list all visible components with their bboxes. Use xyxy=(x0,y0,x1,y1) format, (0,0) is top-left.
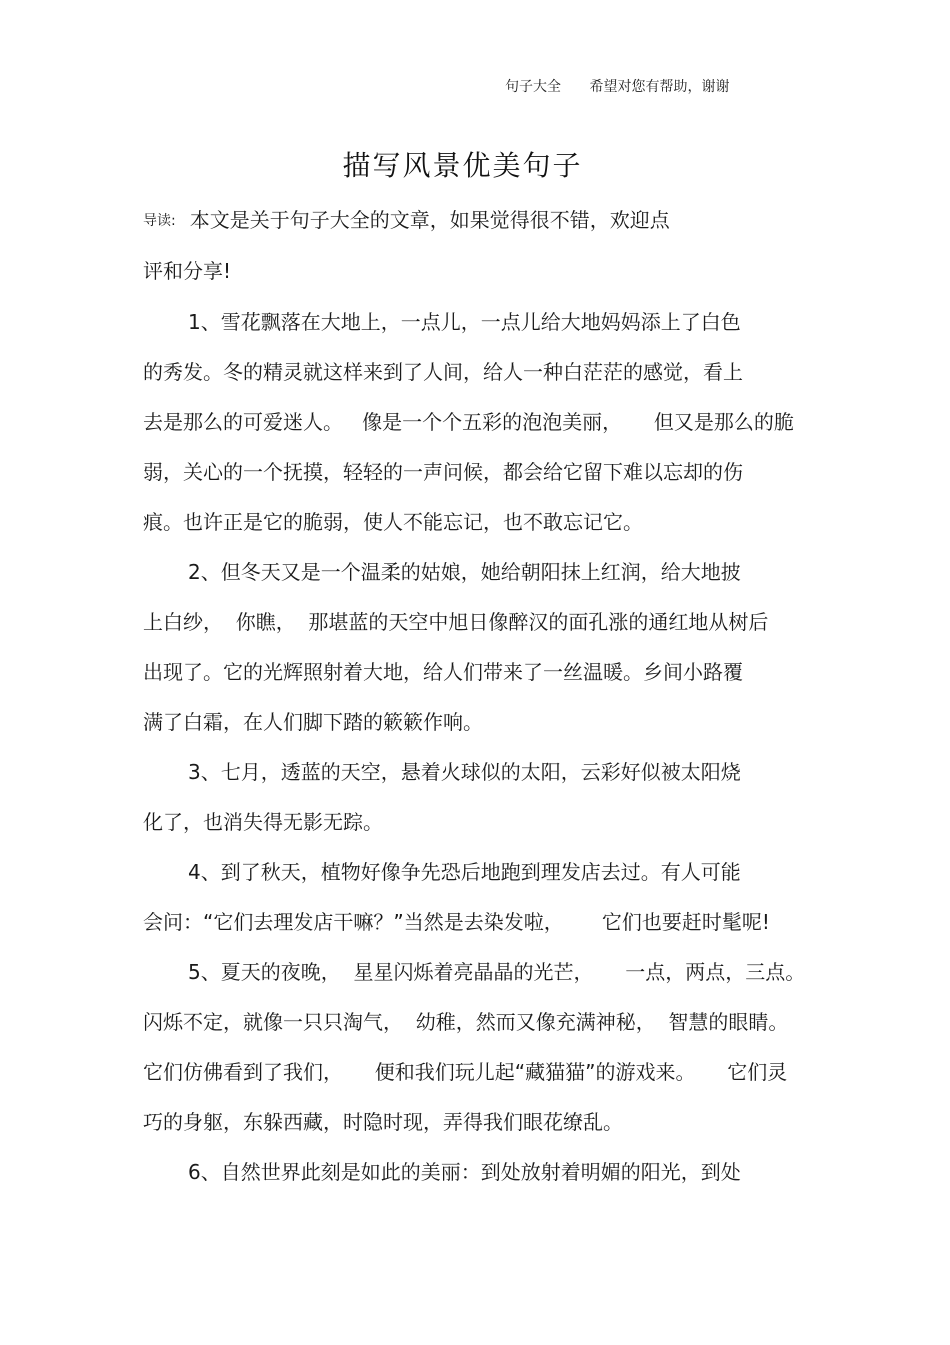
intro-line-2: 评和分享! xyxy=(143,259,232,283)
page-header xyxy=(505,76,729,96)
paragraph-line: 满了白霜，在人们脚下踏的簌簌作响。 xyxy=(143,710,483,734)
paragraph-line: 去是那么的可爱迷人。 像是一个个五彩的泡泡美丽， 但又是那么的脆 xyxy=(143,410,794,434)
intro-line-1 xyxy=(143,204,670,233)
paragraph-line: 4、到了秋天，植物好像争先恐后地跑到理发店去过。有人可能 xyxy=(188,860,741,884)
page-title: 描写风景优美句子 xyxy=(342,149,583,182)
paragraph-line: 弱，关心的一个抚摸，轻轻的一声问候，都会给它留下难以忘却的伤 xyxy=(143,460,743,484)
paragraph-line: 1、雪花飘落在大地上，一点儿，一点儿给大地妈妈添上了白色 xyxy=(188,310,741,334)
paragraph-line: 2、但冬天又是一个温柔的姑娘，她给朝阳抹上红润，给大地披 xyxy=(188,560,741,584)
paragraph-line: 6、自然世界此刻是如此的美丽：到处放射着明媚的阳光，到处 xyxy=(188,1160,741,1184)
intro-label: 导读: xyxy=(143,213,176,229)
paragraph-line: 痕。也许正是它的脆弱，使人不能忘记，也不敢忘记它。 xyxy=(143,510,643,534)
paragraph-line: 化了，也消失得无影无踪。 xyxy=(143,810,383,834)
paragraph-line: 上白纱， 你瞧， 那堪蓝的天空中旭日像醉汉的面孔涨的通红地从树后 xyxy=(143,610,769,634)
header-note: 希望对您有帮助，谢谢 xyxy=(589,79,730,95)
paragraph-line: 5、夏天的夜晚， 星星闪烁着亮晶晶的光芒， 一点，两点，三点。 xyxy=(188,960,806,984)
intro-text-1: 本文是关于句子大全的文章，如果觉得很不错，欢迎点 xyxy=(189,208,670,232)
paragraph-line: 出现了。它的光辉照射着大地，给人们带来了一丝温暖。乡间小路覆 xyxy=(143,660,743,684)
paragraph-line: 它们仿佛看到了我们， 便和我们玩儿起“藏猫猫”的游戏来。 它们灵 xyxy=(143,1060,788,1084)
paragraph-line: 闪烁不定，就像一只只淘气， 幼稚，然而又像充满神秘， 智慧的眼睛。 xyxy=(143,1010,789,1034)
paragraph-line: 会问：“它们去理发店干嘛？”当然是去染发啦， 它们也要赶时髦呢! xyxy=(143,910,770,934)
paragraph-line: 3、七月，透蓝的天空，悬着火球似的太阳，云彩好似被太阳烧 xyxy=(188,760,741,784)
paragraph-line: 巧的身躯，东躲西藏，时隐时现，弄得我们眼花缭乱。 xyxy=(143,1110,623,1134)
paragraph-line: 的秀发。冬的精灵就这样来到了人间，给人一种白茫茫的感觉，看上 xyxy=(143,360,743,384)
header-source: 句子大全 xyxy=(505,79,561,95)
